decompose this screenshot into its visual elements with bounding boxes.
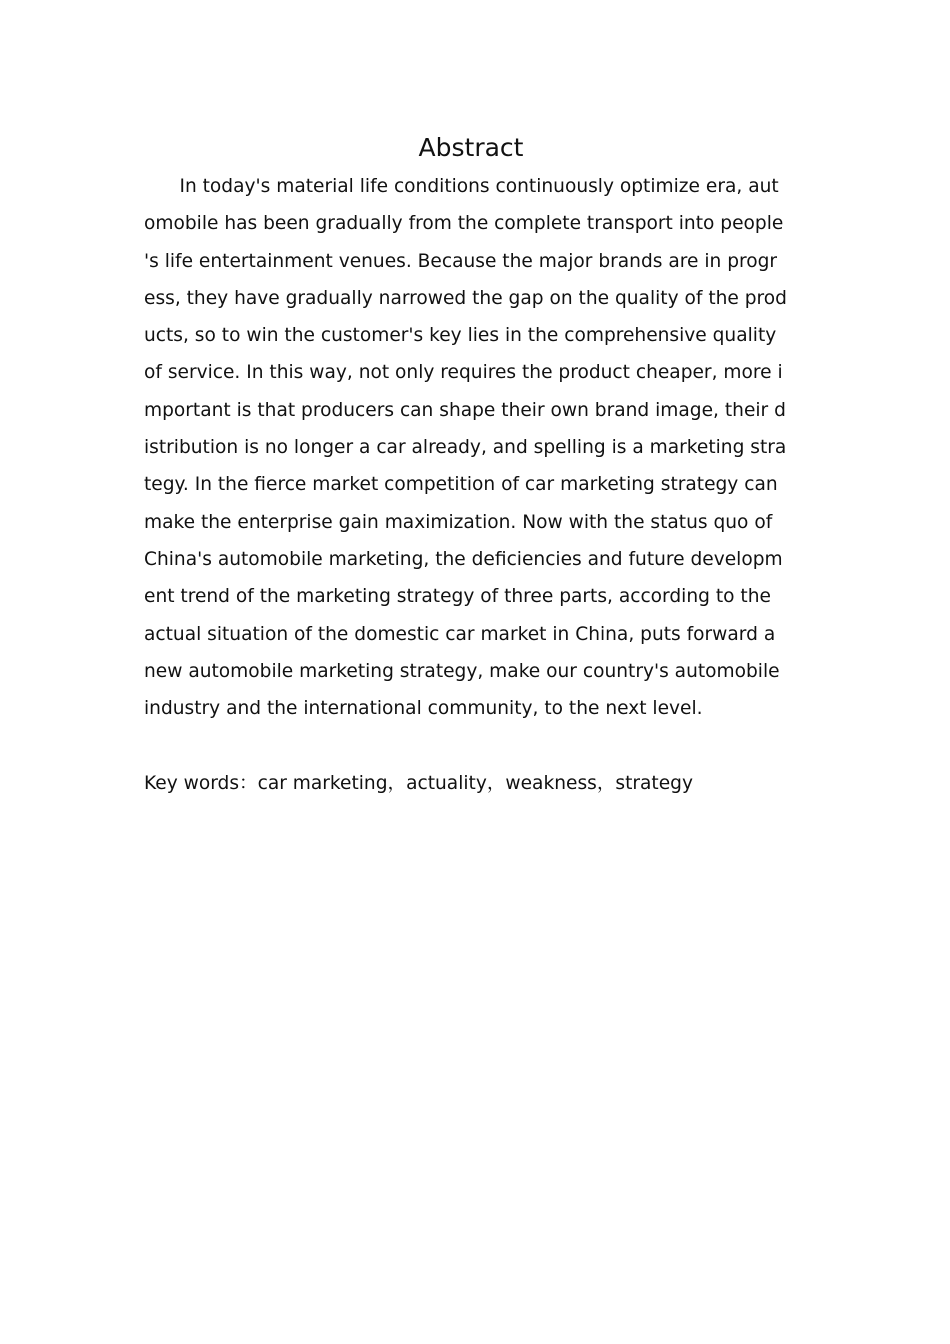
abstract-line: 's life entertainment venues. Because the major brands are in progr xyxy=(144,250,778,272)
abstract-title: Abstract xyxy=(418,133,524,162)
abstract-line: ent trend of the marketing strategy of three parts, according to the xyxy=(144,586,771,608)
abstract-line: of service. In this way, not only requires the product cheaper, more i xyxy=(144,362,783,384)
abstract-line: tegy. In the fierce market competition of car marketing strategy can xyxy=(144,474,778,496)
abstract-line: make the enterprise gain maximization. Now with the status quo of xyxy=(144,511,773,533)
abstract-line: mportant is that producers can shape their own brand image, their d xyxy=(144,399,786,421)
abstract-line: China's automobile marketing, the deficiencies and future developm xyxy=(144,548,783,570)
abstract-line: In today's material life conditions continuously optimize era, aut xyxy=(144,176,779,197)
abstract-line: omobile has been gradually from the complete transport into people xyxy=(144,213,784,235)
abstract-line: istribution is no longer a car already, and spelling is a marketing stra xyxy=(144,437,787,459)
abstract-body xyxy=(144,168,808,727)
abstract-line: ucts, so to win the customer's key lies in the comprehensive quality xyxy=(144,325,777,347)
abstract-line: new automobile marketing strategy, make our country's automobile xyxy=(144,660,780,682)
abstract-line: industry and the international community, to the next level. xyxy=(144,698,703,720)
keywords-line: Key words：car marketing，actuality，weakness，strategy xyxy=(144,773,693,794)
abstract-line: actual situation of the domestic car market in China, puts forward a xyxy=(144,623,776,645)
abstract-line: ess, they have gradually narrowed the gap on the quality of the prod xyxy=(144,287,787,309)
